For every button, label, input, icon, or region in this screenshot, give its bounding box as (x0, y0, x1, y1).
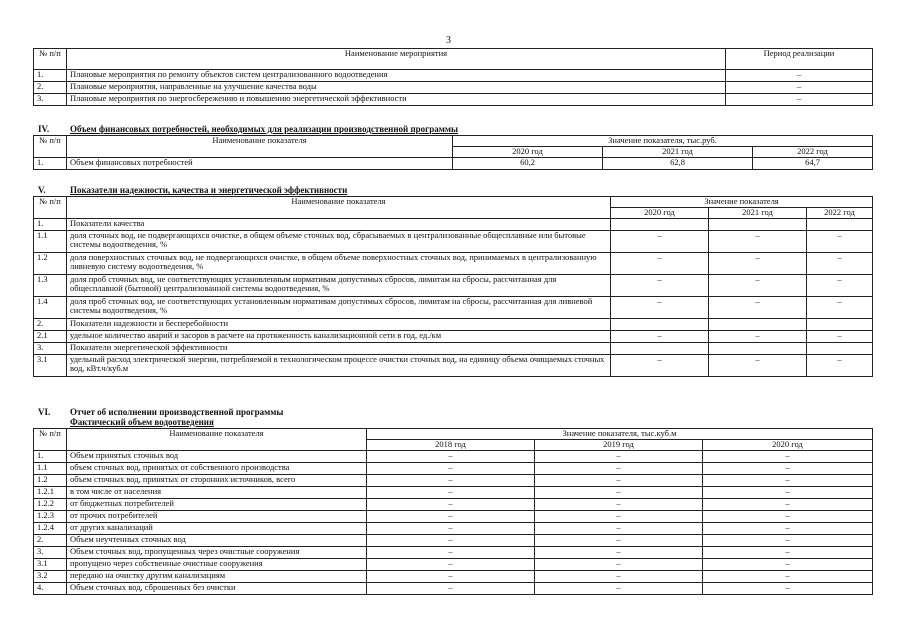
header-num: № п/п (34, 136, 67, 158)
row-name: передано на очистку другим канализациям (67, 571, 367, 583)
row-value: – (367, 451, 535, 463)
row-value: – (535, 511, 703, 523)
reliability-table (33, 196, 873, 377)
row-value: – (807, 231, 873, 253)
header-num: № п/п (34, 429, 67, 451)
row-name: Объем финансовых потребностей (67, 158, 453, 170)
row-value (709, 343, 807, 355)
row-name: Показатели качества (67, 219, 611, 231)
row-num: 1.2 (34, 253, 67, 275)
row-value: – (703, 547, 873, 559)
row-value: – (709, 275, 807, 297)
row-value: – (611, 275, 709, 297)
row-name: Показатели надежности и бесперебойности (67, 319, 611, 331)
row-num: 1.2.3 (34, 511, 67, 523)
row-name: удельный расход электрической энергии, потребляемой в технологическом процессе очистки сточных вод, на единицу объема очищаемых сточных вод, кВт.ч/куб.м (67, 355, 611, 377)
row-num: 3. (34, 547, 67, 559)
row-num: 1. (34, 158, 67, 170)
section-iv-heading: IV. Объем финансовых потребностей, необходимых для реализации производственной программы (38, 124, 459, 134)
header-indicator-name: Наименование показателя (67, 429, 367, 451)
row-value (611, 219, 709, 231)
row-value: – (535, 559, 703, 571)
row-value: – (709, 355, 807, 377)
header-year: 2020 год (453, 147, 603, 158)
header-year: 2020 год (611, 208, 709, 219)
row-value: – (807, 297, 873, 319)
header-year: 2022 год (753, 147, 873, 158)
row-name: Объем сточных вод, пропущенных через очистные сооружения (67, 547, 367, 559)
header-value: Значение показателя, тыс.руб. (453, 136, 873, 147)
row-value (807, 219, 873, 231)
section-vi-subtitle: Фактический объем водоотведения (70, 417, 214, 427)
row-value: – (709, 297, 807, 319)
header-measure-name: Наименование мероприятия (67, 49, 726, 70)
header-num: № п/п (34, 197, 67, 219)
row-name: Объем принятых сточных вод (67, 451, 367, 463)
row-num: 3.1 (34, 559, 67, 571)
row-value (611, 343, 709, 355)
row-num: 1.2.4 (34, 523, 67, 535)
row-value: – (703, 583, 873, 595)
row-value: – (703, 487, 873, 499)
row-value: – (611, 297, 709, 319)
row-value: – (367, 463, 535, 475)
header-year: 2018 год (367, 440, 535, 451)
row-value: – (535, 523, 703, 535)
row-num: 3.1 (34, 355, 67, 377)
row-name: в том числе от населения (67, 487, 367, 499)
row-num: 3. (34, 94, 67, 106)
row-value: – (535, 583, 703, 595)
row-name: пропущено через собственные очистные сооружения (67, 559, 367, 571)
row-value: – (703, 523, 873, 535)
row-value: – (611, 355, 709, 377)
row-num: 1.3 (34, 275, 67, 297)
row-num: 3. (34, 343, 67, 355)
row-value: – (367, 583, 535, 595)
header-indicator-name: Наименование показателя (67, 136, 453, 158)
row-value: – (535, 487, 703, 499)
row-name: от прочих потребителей (67, 511, 367, 523)
row-name: от других канализаций (67, 523, 367, 535)
header-year: 2021 год (709, 208, 807, 219)
header-num: № п/п (34, 49, 67, 70)
row-num: 1.2.1 (34, 487, 67, 499)
wastewater-volume-table (33, 428, 873, 595)
row-value (709, 219, 807, 231)
header-year: 2022 год (807, 208, 873, 219)
row-value: – (611, 253, 709, 275)
row-name: Плановые мероприятия, направленные на улучшение качества воды (67, 82, 726, 94)
row-value: – (535, 499, 703, 511)
row-value: – (611, 231, 709, 253)
row-value: – (807, 355, 873, 377)
row-value: – (367, 535, 535, 547)
row-value: – (367, 523, 535, 535)
row-value: 60,2 (453, 158, 603, 170)
row-period: – (726, 70, 873, 82)
row-num: 1.1 (34, 231, 67, 253)
row-value: – (367, 499, 535, 511)
row-num: 1. (34, 219, 67, 231)
row-num: 1.2.2 (34, 499, 67, 511)
row-num: 1.4 (34, 297, 67, 319)
row-name: объем сточных вод, принятых от собственного производства (67, 463, 367, 475)
row-value: – (535, 535, 703, 547)
row-value: – (535, 571, 703, 583)
row-value: – (367, 559, 535, 571)
row-value: – (367, 547, 535, 559)
row-value: – (703, 451, 873, 463)
section-v-heading: V. Показатели надежности, качества и энергетической эффективности (38, 185, 348, 195)
row-name: от бюджетных потребителей (67, 499, 367, 511)
row-value: – (709, 253, 807, 275)
financial-needs-table (33, 135, 873, 170)
row-value: – (535, 475, 703, 487)
header-period: Период реализации (726, 49, 873, 70)
row-value: – (367, 487, 535, 499)
row-num: 1. (34, 70, 67, 82)
row-value (807, 319, 873, 331)
page-number: 3 (446, 35, 451, 46)
row-value: – (367, 511, 535, 523)
header-value: Значение показателя (611, 197, 873, 208)
row-value (709, 319, 807, 331)
header-indicator-name: Наименование показателя (67, 197, 611, 219)
section-vi-heading: VI. Отчет об исполнении производственной программы (38, 407, 284, 417)
row-name: Плановые мероприятия по энергосбережению и повышению энергетической эффективности (67, 94, 726, 106)
row-value: – (807, 253, 873, 275)
row-name: доля сточных вод, не подвергающихся очистке, в общем объеме сточных вод, сбрасываемых в централизованные общесплавные или бытовые системы водоотведения, % (67, 231, 611, 253)
row-value: – (535, 547, 703, 559)
row-name: Плановые мероприятия по ремонту объектов систем централизованного водоотведения (67, 70, 726, 82)
row-name: доля проб сточных вод, не соответствующих установленным нормативам допустимых сбросов, лимитам на сбросы, рассчитанная для ливневой системы водоотведения, % (67, 297, 611, 319)
row-value: – (703, 463, 873, 475)
row-value: – (611, 331, 709, 343)
row-num: 2.1 (34, 331, 67, 343)
row-num: 2. (34, 319, 67, 331)
row-value: – (535, 463, 703, 475)
row-num: 1.1 (34, 463, 67, 475)
row-name: Показатели энергетической эффективности (67, 343, 611, 355)
row-value (611, 319, 709, 331)
row-period: – (726, 82, 873, 94)
row-value: – (703, 559, 873, 571)
row-num: 2. (34, 82, 67, 94)
row-name: доля поверхностных сточных вод, не подвергающихся очистке, в общем объеме поверхностных сточных вод, принимаемых в централизованную ливневую систему водоотведения, % (67, 253, 611, 275)
row-value: – (703, 475, 873, 487)
header-value: Значение показателя, тыс.куб.м (367, 429, 873, 440)
row-value: – (367, 571, 535, 583)
row-value: – (703, 511, 873, 523)
row-value: – (807, 331, 873, 343)
row-value: – (703, 535, 873, 547)
row-num: 4. (34, 583, 67, 595)
row-name: доля проб сточных вод, не соответствующих установленным нормативам допустимых сбросов, лимитам на сбросы, рассчитанная для общесплавной (бытовой) централизованной системы водоотведения, % (67, 275, 611, 297)
row-num: 3.2 (34, 571, 67, 583)
row-value: 62,8 (603, 158, 753, 170)
row-value: – (709, 331, 807, 343)
row-value: 64,7 (753, 158, 873, 170)
row-value: – (535, 451, 703, 463)
row-period: – (726, 94, 873, 106)
row-num: 2. (34, 535, 67, 547)
header-year: 2020 год (703, 440, 873, 451)
measures-table (33, 48, 873, 106)
row-name: объем сточных вод, принятых от сторонних источников, всего (67, 475, 367, 487)
row-value: – (367, 475, 535, 487)
row-value: – (807, 275, 873, 297)
row-value: – (703, 499, 873, 511)
row-value: – (709, 231, 807, 253)
header-year: 2021 год (603, 147, 753, 158)
row-name: Объем сточных вод, сброшенных без очистки (67, 583, 367, 595)
row-num: 1. (34, 451, 67, 463)
header-year: 2019 год (535, 440, 703, 451)
row-value: – (703, 571, 873, 583)
row-name: Объем неучтенных сточных вод (67, 535, 367, 547)
row-value (807, 343, 873, 355)
row-name: удельное количество аварий и засоров в расчете на протяженность канализационной сети в год, ед./км (67, 331, 611, 343)
row-num: 1.2 (34, 475, 67, 487)
